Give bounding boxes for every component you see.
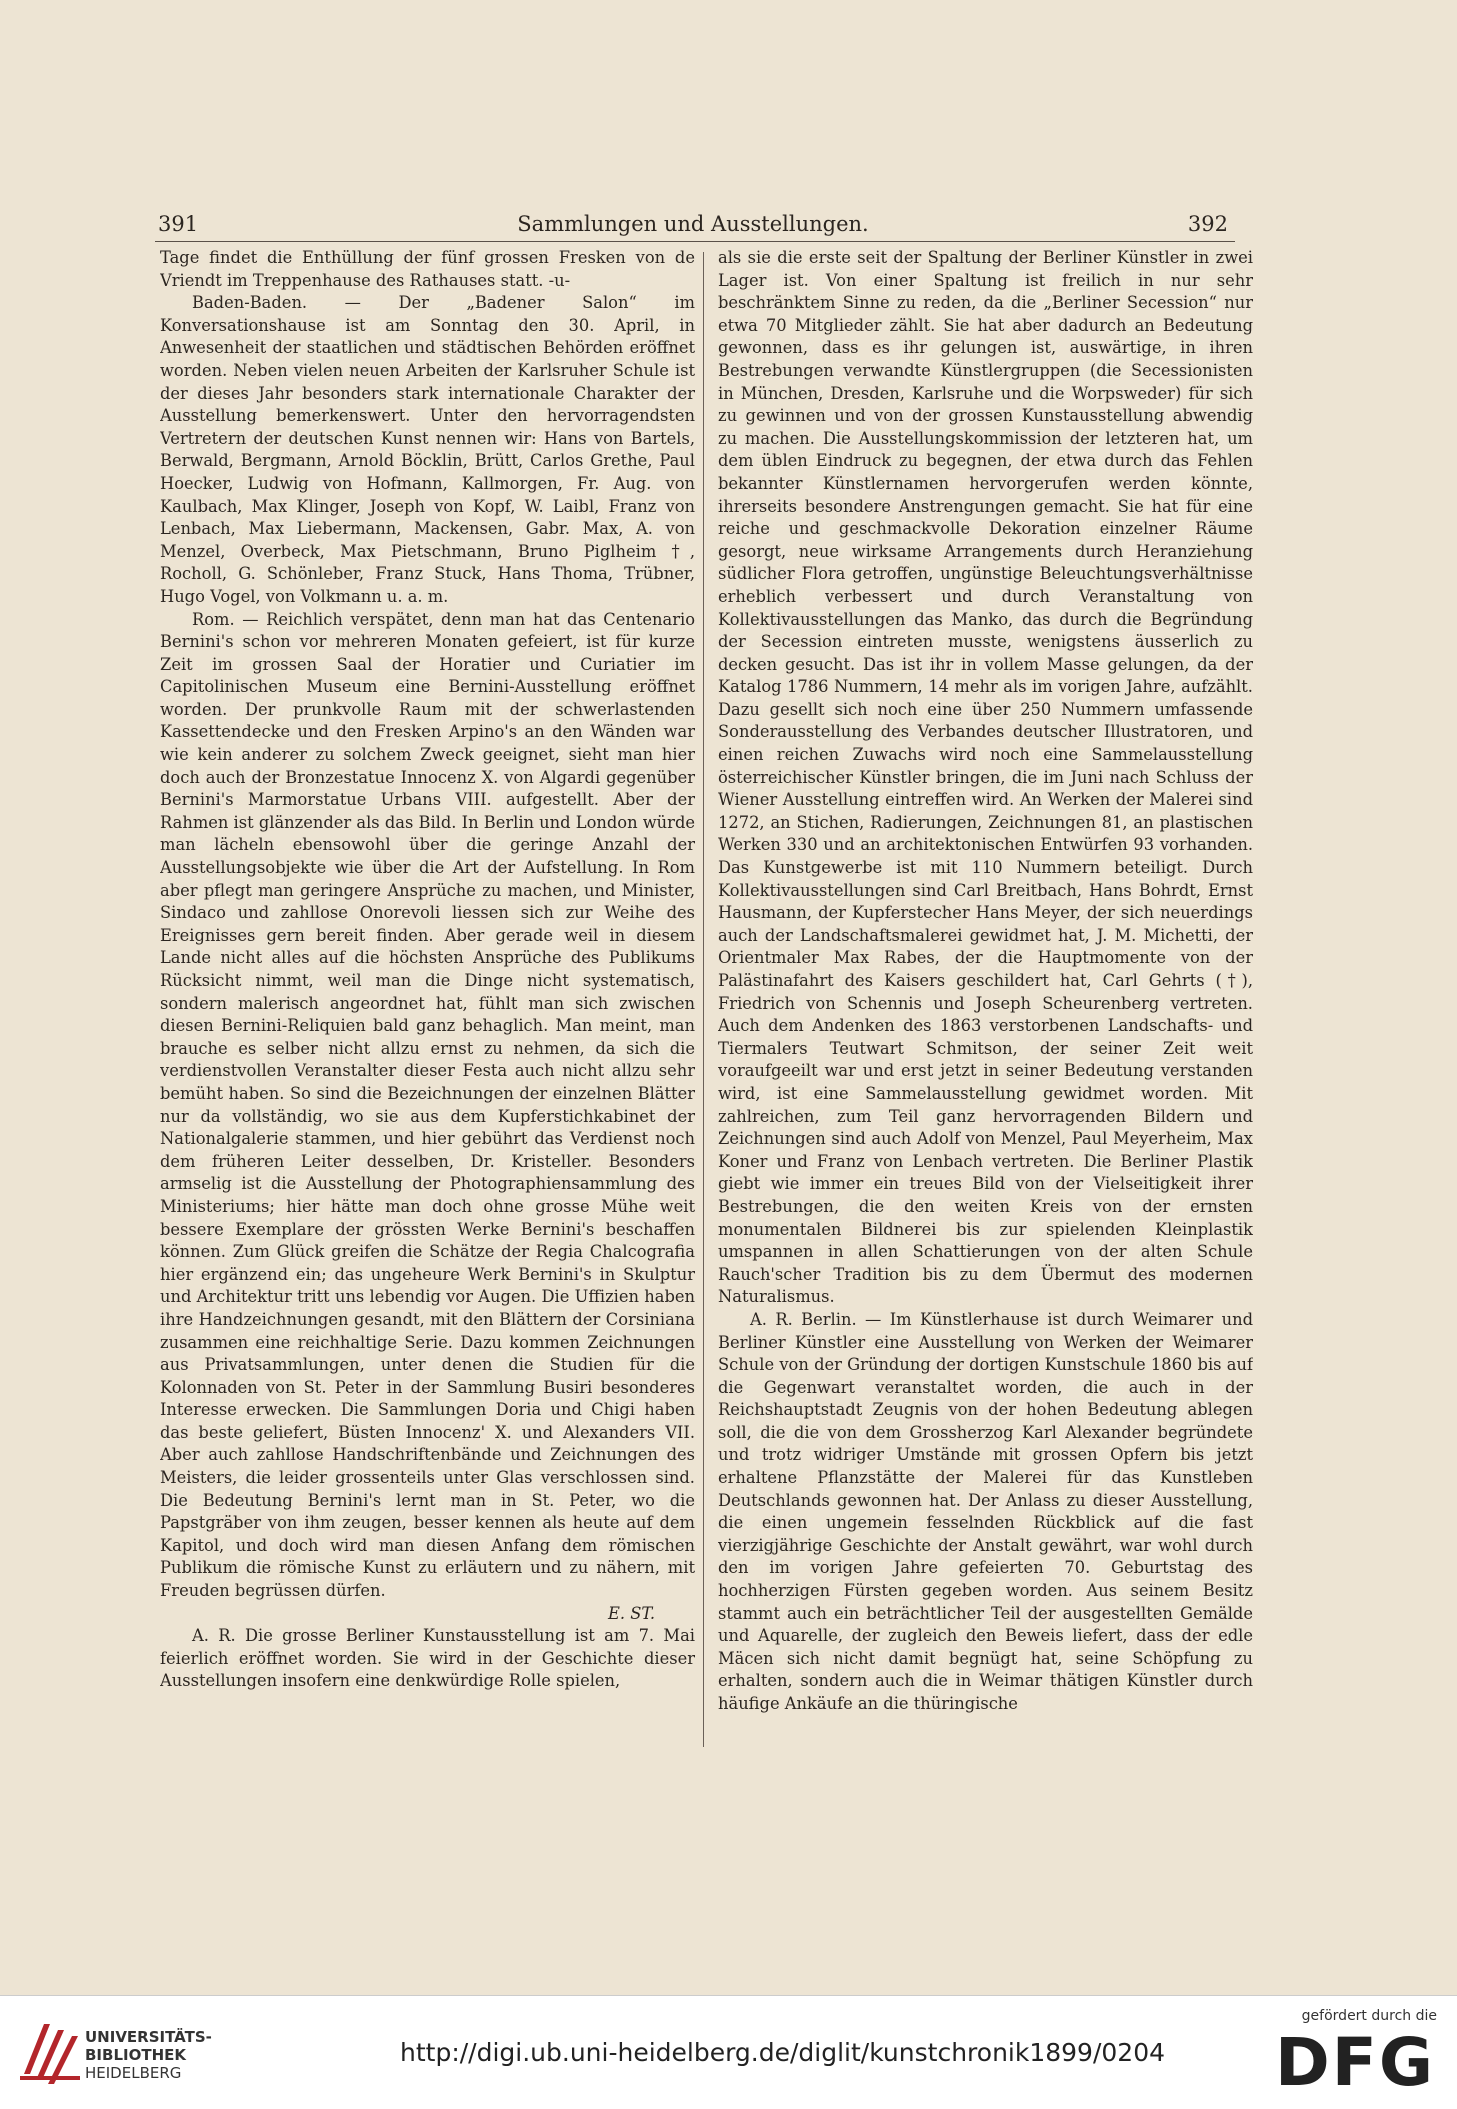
funded-by-text: gefördert durch die (1301, 2008, 1437, 2024)
library-logo-icon (14, 2014, 86, 2090)
paragraph: Tage findet die Enthüllung der fünf grossen Fresken von de Vriendt im Treppenhause des Rathauses statt. -u- (160, 248, 695, 290)
paragraph-berliner-kunstausstellung: A. R. Die grosse Berliner Kunstausstellung ist am 7. Mai feierlich eröffnet worden. Sie wird in der Geschichte dieser Ausstellungen insofern eine denkwürdige Rolle spielen, (160, 1626, 695, 1691)
digitization-footer (0, 1995, 1457, 2109)
paragraph-rom: Rom. — Reichlich verspätet, denn man hat das Centenario Bernini's schon vor mehreren Monaten gefeiert, ist für kurze Zeit im grossen Saal der Horatier und Curiatier im Capitolinischen Museum eine Bernini-Ausstellung eröffnet worden. Der prunkvolle Raum mit der schwerlastenden Kassettendecke und den Fresken Arpino's an den Wänden war wie kein anderer zu solchem Zweck geeignet, sieht man hier doch auch der Bronzestatue Innocenz X. von Algardi gegenüber Bernini's Marmorstatue Urbans VIII. aufgestellt. Aber der Rahmen ist glänzender als das Bild. In Berlin und London würde man lächeln ebensowohl über die geringe Anzahl der Ausstellungsobjekte wie über die Art der Aufstellung. In Rom aber pflegt man geringere Ansprüche zu machen, und Minister, Sindaco und zahllose Onorevoli liessen sich zur Weihe des Ereignisses gern bereit finden. Aber gerade weil in diesem Lande nicht alles auf die höchsten Ansprüche des Publikums Rücksicht nimmt, weil man die Dinge nicht systematisch, sondern malerisch angeordnet hat, fühlt man sich zwischen diesen Bernini-Reliquien bald ganz behaglich. Man meint, man brauche es selber nicht allzu ernst zu nehmen, da sich die verdienstvollen Veranstalter dieser Festa auch nicht allzu sehr bemüht haben. So sind die Bezeichnungen der einzelnen Blätter nur da vollständig, wo sie aus dem Kupferstichkabinet der Nationalgalerie stammen, und hier gebührt das Verdienst noch dem früheren Leiter desselben, Dr. Kristeller. Besonders armselig ist die Ausstellung der Photographiensammlung des Ministeriums; hier hätte man doch ohne grosse Mühe weit bessere Exemplare der grössten Werke Bernini's beschaffen können. Zum Glück greifen die Schätze der Regia Chalcografia hier ergänzend ein; das ungeheure Werk Bernini's in Skulptur und Architektur tritt uns lebendig vor Augen. Die Uffizien haben ihre Handzeichnungen gesandt, mit den Blättern der Corsiniana zusammen eine reichhaltige Serie. Dazu kommen Zeichnungen aus Privatsammlungen, unter denen die Studien für die Kolonnaden von St. Peter in der Sammlung Busiri besonderes Interesse erwecken. Die Sammlungen Doria und Chigi haben das beste geliefert, Büsten Innocenz' X. und Alexanders VII. Aber auch zahllose Handschriftenbände und Zeichnungen des Meisters, die leider grossenteils unter Glas verschlossen sind. Die Bedeutung Bernini's lernt man in St. Peter, wo die Papstgräber von ihm zeugen, besser kennen als heute auf dem Kapitol, und doch wird man diesen Anfang dem römischen Publikum die römische Kunst zu erläutern und zu nähern, mit Freuden begrüssen dürfen. (160, 609, 695, 1601)
left-column (160, 247, 695, 1752)
paragraph-berlin-kuenstlerhaus: A. R. Berlin. — Im Künstlerhause ist durch Weimarer und Berliner Künstler eine Ausstellung von Werken der Weimarer Schule von der Gründung der dortigen Kunstschule 1860 bis auf die Gegenwart veranstaltet worden, die auch in der Reichshauptstadt Zeugnis von der hohen Bedeutung ablegen soll, die die von dem Grossherzog Karl Alexander begründete und trotz widriger Umstände mit grossen Opfern bis jetzt erhaltene Pflanzstätte der Malerei für das Kunstleben Deutschlands gewonnen hat. Der Anlass zu dieser Ausstellung, die einen ungemein fesselnden Rückblick auf die fast vierzigjährige Geschichte der Anstalt gewährt, war wohl durch den im vorigen Jahre gefeierten 70. Geburtstag des hochherzigen Fürsten gegeben worden. Aus seinem Besitz stammt auch ein beträchtlicher Teil der ausgestellten Gemälde und Aquarelle, der zugleich den Beweis liefert, dass der edle Mäcen sich nicht damit begnügt hat, seine Schöpfung zu erhalten, sondern auch die in Weimar thätigen Künstler durch häufige Ankäufe an die thüringische (718, 1309, 1253, 1713)
page-number-right: 392 (1187, 212, 1228, 236)
page-number-left: 391 (158, 212, 199, 236)
column-divider (703, 252, 704, 1747)
right-column (718, 247, 1253, 1752)
author-signature: E. ST. (607, 1603, 655, 1623)
paragraph: als sie die erste seit der Spaltung der Berliner Künstler in zwei Lager ist. Von einer Spaltung ist freilich in nur sehr beschränktem Sinne zu reden, da die „Berliner Secession“ nur etwa 70 Mitglieder zählt. Sie hat aber dadurch an Bedeutung gewonnen, dass es ihr gelungen ist, auswärtige, in ihren Bestrebungen verwandte Künstlergruppen (die Secessionisten in München, Dresden, Karlsruhe und die Worpsweder) für sich zu gewinnen und von der grossen Kunstausstellung abwendig zu machen. Die Ausstellungskommission der letzteren hat, um dem üblen Eindruck zu begegnen, der etwa durch das Fehlen bekannter Künstlernamen hervorgerufen werden könnte, ihrerseits besondere Anstrengungen gemacht. Sie hat für eine reiche und geschmackvolle Dekoration einzelner Räume gesorgt, neue wirksame Arrangements durch Heranziehung südlicher Flora getroffen, ungünstige Beleuchtungsverhältnisse erheblich verbessert und durch Veranstaltung von Kollektivausstellungen das Manko, das durch die Begründung der Secession eintreten musste, wenigstens äusserlich zu decken gesucht. Das ist ihr in vollem Masse gelungen, da der Katalog 1786 Nummern, 14 mehr als im vorigen Jahre, aufzählt. Dazu gesellt sich noch eine über 250 Nummern umfassende Sonderausstellung des Verbandes deutscher Illustratoren, und einen reichen Zuwachs wird noch eine Sammelausstellung österreichischer Künstler bringen, die im Juni nach Schluss der Wiener Ausstellung eintreffen wird. An Werken der Malerei sind 1272, an Stichen, Radierungen, Zeichnungen 81, an plastischen Werken 330 und an architektonischen Entwürfen 93 vorhanden. Das Kunstgewerbe ist mit 110 Nummern beteiligt. Durch Kollektivausstellungen sind Carl Breitbach, Hans Bohrdt, Ernst Hausmann, der Kupferstecher Hans Meyer, der sich neuerdings auch der Landschaftsmalerei gewidmet hat, J. M. Michetti, der Orientmaler Max Rabes, der die Hauptmomente von der Palästinafahrt des Kaisers geschildert hat, Carl Gehrts (†), Friedrich von Schennis und Joseph Scheurenberg vertreten. Auch dem Andenken des 1863 verstorbenen Landschafts- und Tiermalers Teutwart Schmitson, der seiner Zeit weit voraufgeeilt war und erst jetzt in seiner Bedeutung verstanden wird, ist eine Sammelausstellung gewidmet worden. Mit zahlreichen, zum Teil ganz hervorragenden Bildern und Zeichnungen sind auch Adolf von Menzel, Paul Meyerheim, Max Koner und Franz von Lenbach vertreten. Die Berliner Plastik giebt wie immer ein treues Bild von der Vielseitigkeit ihrer Bestrebungen, die den weiten Kreis von der ernsten monumentalen Bildnerei bis zur spielenden Kleinplastik umspannen in allen Schattierungen von der alten Schule Rauch'scher Tradition bis zu dem Übermut des modernen Naturalismus. (718, 248, 1253, 1307)
header-rule (155, 241, 1235, 242)
library-name: UNIVERSITÄTS- BIBLIOTHEK HEIDELBERG (85, 2028, 212, 2082)
running-header (158, 212, 1228, 242)
permalink-url[interactable]: http://digi.ub.uni-heidelberg.de/diglit/kunstchronik1899/0204 (400, 2038, 1166, 2067)
paragraph-baden-baden: Baden-Baden. — Der „Badener Salon“ im Konversationshause ist am Sonntag den 30. April, in Anwesenheit der staatlichen und städtischen Behörden eröffnet worden. Neben vielen neuen Arbeiten der Karlsruher Schule ist der dieses Jahr besonders stark internationale Charakter der Ausstellung bemerkenswert. Unter den hervorragendsten Vertretern der deutschen Kunst nennen wir: Hans von Bartels, Berwald, Bergmann, Arnold Böcklin, Brütt, Carlos Grethe, Paul Hoecker, Ludwig von Hofmann, Kallmorgen, Fr. Aug. von Kaulbach, Max Klinger, Joseph von Kopf, W. Laibl, Franz von Lenbach, Max Liebermann, Mackensen, Gabr. Max, A. von Menzel, Overbeck, Max Pietschmann, Bruno Piglheim †, Rocholl, G. Schönleber, Franz Stuck, Hans Thoma, Trübner, Hugo Vogel, von Volkmann u. a. m. (160, 293, 695, 606)
dfg-logo: DFG (1274, 2024, 1435, 2101)
running-title: Sammlungen und Ausstellungen. (517, 212, 869, 236)
